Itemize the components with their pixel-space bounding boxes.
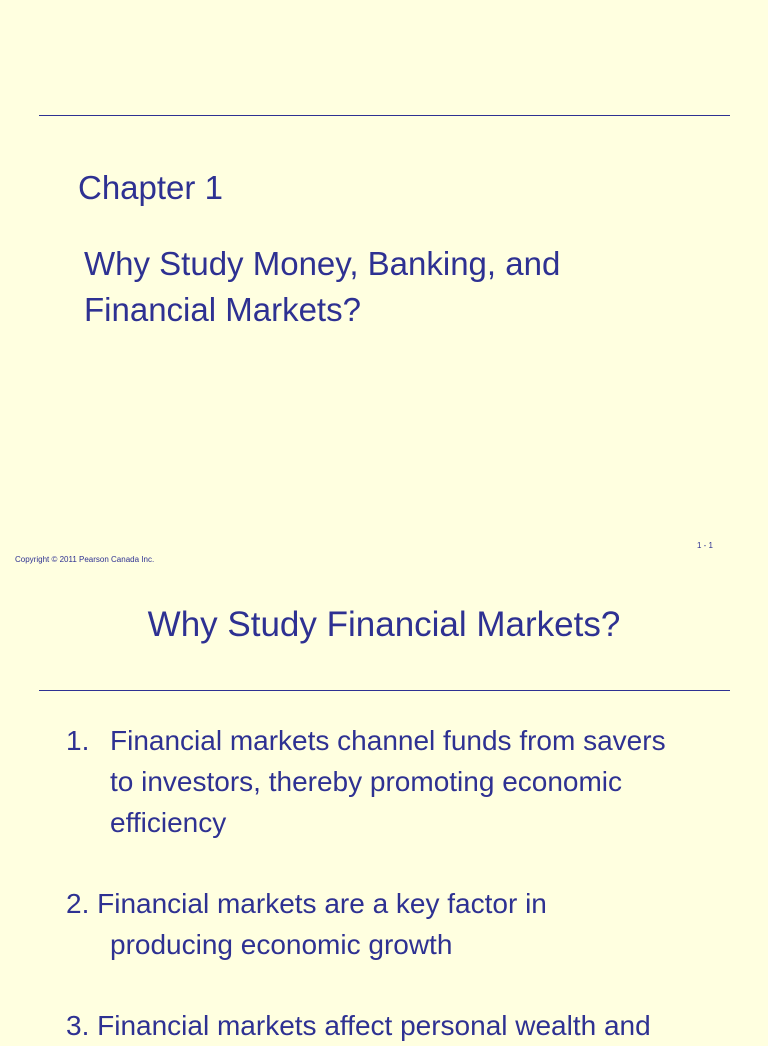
list-item-number: 1. <box>66 725 90 756</box>
list-item-line-text: Financial markets affect personal wealth and <box>97 1010 651 1041</box>
slide-2 <box>0 576 768 1041</box>
list-item-line: to investors, thereby promoting economic <box>110 766 623 797</box>
slide-heading: Why Study Financial Markets? <box>147 605 621 644</box>
list-item-number: 3. <box>66 1010 90 1041</box>
chapter-title-line: Why Study Money, Banking, and <box>84 245 561 282</box>
list-item-line <box>66 883 547 924</box>
list-item-line: efficiency <box>110 807 227 838</box>
list-item-line: producing economic growth <box>110 929 453 960</box>
title-divider <box>39 115 730 116</box>
list-item-text <box>110 720 666 843</box>
heading-divider <box>39 690 730 691</box>
list-item-line: Financial markets channel funds from savers <box>110 725 666 756</box>
list-item-line-text: Financial markets are a key factor in <box>97 888 547 919</box>
chapter-label: Chapter 1 <box>78 169 223 206</box>
list-item-line <box>66 1005 651 1046</box>
copyright-notice: Copyright © 2011 Pearson Canada Inc. <box>15 555 155 564</box>
list-item-number: 2. <box>66 888 90 919</box>
slide-page-number: 1 - 1 <box>697 541 714 550</box>
list-item-text <box>66 1005 651 1046</box>
list-item-text <box>66 883 547 965</box>
chapter-title-line: Financial Markets? <box>84 291 361 328</box>
chapter-title <box>84 241 644 333</box>
